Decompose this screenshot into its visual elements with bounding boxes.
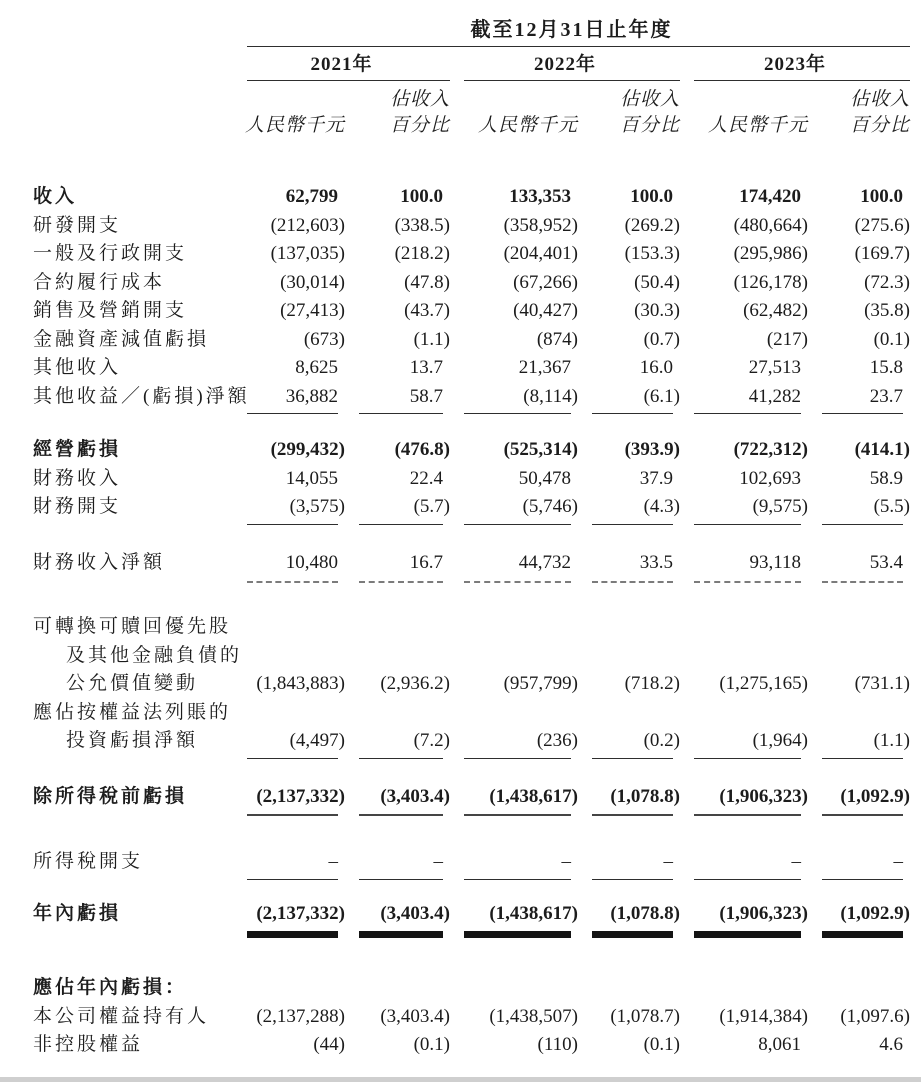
value-cell: (275.6) (854, 214, 910, 236)
year-header-2022: 2022年 (533, 53, 596, 75)
double-rule (592, 814, 673, 816)
table-row (0, 212, 921, 241)
horizontal-rule (822, 413, 903, 414)
value-cell: (2,137,288) (256, 1005, 345, 1027)
table-row (0, 493, 921, 522)
value-cell: 21,367 (518, 357, 571, 378)
horizontal-rule (694, 413, 801, 414)
period-header-rule (0, 45, 921, 47)
table-row (0, 1031, 921, 1060)
table-row (0, 354, 921, 383)
horizontal-rule (247, 80, 450, 81)
horizontal-rule (247, 879, 338, 880)
value-cell: (126,178) (733, 271, 808, 293)
dashed-rule (592, 581, 673, 583)
value-cell: (9,575) (752, 496, 808, 517)
table-row (0, 613, 921, 642)
column-subheader: 佔收入 (619, 89, 680, 110)
period-title: 截至12月31日止年度 (470, 19, 673, 41)
value-cell: (62,482) (743, 300, 808, 321)
value-cell: (2,137,332) (256, 785, 345, 807)
value-cell: (110) (537, 1034, 578, 1055)
dashed-rule (694, 581, 801, 583)
horizontal-rule (822, 879, 903, 880)
value-cell: (1,438,617) (489, 902, 578, 924)
section-rule (0, 756, 921, 759)
value-cell: (1,964) (752, 730, 808, 751)
column-subheader: 百分比 (619, 115, 680, 136)
table-row (0, 699, 921, 728)
value-cell: (3,575) (289, 496, 345, 517)
value-cell: (5.5) (873, 496, 910, 517)
value-cell: 8,061 (758, 1034, 801, 1055)
horizontal-rule (464, 524, 571, 525)
value-cell: (0.2) (643, 730, 680, 751)
value-cell: 174,420 (739, 186, 801, 207)
page-bottom-edge-line (0, 1077, 921, 1082)
value-cell: 53.4 (869, 551, 903, 573)
row-label: 年內虧損 (33, 902, 122, 924)
value-cell: (269.2) (624, 214, 680, 236)
value-cell: (957,799) (503, 673, 578, 694)
horizontal-rule (464, 879, 571, 880)
table-row (0, 240, 921, 269)
row-label: 經營虧損 (33, 439, 122, 460)
table-row (0, 783, 921, 812)
value-cell: 44,732 (518, 551, 571, 573)
value-cell: 33.5 (639, 551, 673, 573)
value-cell: (1,843,883) (256, 673, 345, 694)
value-cell: (27,413) (280, 300, 345, 321)
row-label: 財務收入淨額 (33, 551, 166, 573)
horizontal-rule (592, 758, 673, 759)
value-cell: 15.8 (869, 357, 903, 378)
value-cell: (0.1) (873, 328, 910, 350)
value-cell: 13.7 (409, 357, 443, 378)
value-cell: (6.1) (643, 385, 680, 407)
row-label: 本公司權益持有人 (33, 1005, 210, 1027)
period-header-row (0, 16, 921, 45)
value-cell: (2,137,332) (256, 902, 345, 924)
column-subheader: 百分比 (389, 115, 450, 136)
double-rule (464, 814, 571, 816)
value-cell: (30,014) (280, 271, 345, 293)
value-cell: 27,513 (748, 357, 801, 378)
row-label: 可轉換可贖回優先股 (33, 616, 232, 637)
year-header-row (0, 51, 921, 80)
value-cell: 4.6 (879, 1034, 903, 1055)
value-cell: (2,936.2) (380, 673, 450, 694)
value-cell: (731.1) (854, 673, 910, 694)
horizontal-rule (247, 46, 910, 47)
table-row (0, 1003, 921, 1032)
total-double-rule (464, 931, 571, 938)
total-double-rule (592, 931, 673, 938)
double-rule (247, 814, 338, 816)
column-subheader: 人民幣千元 (707, 115, 808, 136)
value-cell: (50.4) (634, 271, 680, 293)
dashed-rule (822, 581, 903, 583)
value-cell: (1.1) (413, 328, 450, 350)
row-label: 其他收入 (33, 357, 122, 378)
row-label: 投資虧損淨額 (66, 730, 199, 751)
value-cell: 100.0 (400, 186, 443, 207)
value-cell: (44) (313, 1034, 345, 1055)
table-row (0, 183, 921, 212)
horizontal-rule (359, 879, 443, 880)
double-rule (694, 814, 801, 816)
value-cell: (236) (536, 730, 578, 751)
row-label: 應佔年內虧損： (33, 977, 188, 998)
section-rule (0, 411, 921, 414)
dashed-rule (247, 581, 338, 583)
value-cell: (393.9) (624, 439, 680, 460)
value-cell: 58.7 (409, 385, 443, 407)
column-subheader: 佔收入 (849, 89, 910, 110)
value-cell: 37.9 (639, 467, 673, 489)
row-label: 非控股權益 (33, 1034, 144, 1055)
row-label: 研發開支 (33, 214, 122, 236)
column-subheader: 百分比 (849, 115, 910, 136)
value-cell: (1,078.8) (610, 902, 680, 924)
row-label: 及其他金融負債的 (66, 644, 243, 666)
value-cell: (3,403.4) (380, 1005, 450, 1027)
value-cell: (4.3) (643, 496, 680, 517)
year-header-2021: 2021年 (310, 53, 373, 75)
row-label: 所得稅開支 (33, 851, 144, 872)
horizontal-rule (694, 80, 910, 81)
section-rule-total (0, 928, 921, 938)
horizontal-rule (694, 524, 801, 525)
value-cell: 16.7 (409, 551, 443, 573)
value-cell: (3,403.4) (380, 785, 450, 807)
subheader-row-1 (0, 87, 921, 113)
year-header-rules (0, 79, 921, 81)
value-cell: (218.2) (394, 243, 450, 264)
value-cell: (1,438,507) (489, 1005, 578, 1027)
value-cell: – (561, 851, 571, 872)
table-row (0, 727, 921, 756)
row-label: 金融資產減值虧損 (33, 328, 210, 350)
horizontal-rule (592, 879, 673, 880)
value-cell: (30.3) (634, 300, 680, 321)
value-cell: (1.1) (873, 730, 910, 751)
value-cell: (718.2) (624, 673, 680, 694)
value-cell: (153.3) (624, 243, 680, 264)
table-row (0, 549, 921, 578)
value-cell: (295,986) (733, 243, 808, 264)
value-cell: (1,092.9) (840, 902, 910, 924)
value-cell: (137,035) (270, 243, 345, 264)
table-row (0, 900, 921, 929)
value-cell: (3,403.4) (380, 902, 450, 924)
value-cell: (1,906,323) (719, 785, 808, 807)
value-cell: (47.8) (404, 271, 450, 293)
double-rule (822, 814, 903, 816)
value-cell: (338.5) (394, 214, 450, 236)
value-cell: (1,906,323) (719, 902, 808, 924)
horizontal-rule (247, 413, 338, 414)
column-subheader: 佔收入 (389, 89, 450, 110)
value-cell: (0.7) (643, 328, 680, 350)
value-cell: (480,664) (733, 214, 808, 236)
value-cell: (0.1) (643, 1034, 680, 1055)
value-cell: – (663, 851, 673, 872)
section-rule-double (0, 811, 921, 816)
value-cell: 58.9 (869, 467, 903, 489)
value-cell: (1,078.8) (610, 785, 680, 807)
value-cell: (5.7) (413, 496, 450, 517)
horizontal-rule (247, 758, 338, 759)
value-cell: 133,353 (509, 186, 571, 207)
table-row (0, 974, 921, 1003)
value-cell: (0.1) (413, 1034, 450, 1055)
value-cell: (525,314) (503, 439, 578, 460)
value-cell: 10,480 (285, 551, 338, 573)
column-subheader: 人民幣千元 (477, 115, 578, 136)
row-label: 公允價值變動 (66, 673, 199, 694)
value-cell: – (893, 851, 903, 872)
row-label: 收入 (33, 186, 78, 207)
value-cell: (35.8) (864, 300, 910, 321)
value-cell: (67,266) (513, 271, 578, 293)
value-cell: (476.8) (394, 439, 450, 460)
total-double-rule (247, 931, 338, 938)
dashed-rule (464, 581, 571, 583)
horizontal-rule (464, 80, 680, 81)
horizontal-rule (694, 879, 801, 880)
value-cell: (43.7) (404, 300, 450, 321)
row-label: 一般及行政開支 (33, 243, 188, 264)
value-cell: (1,914,384) (719, 1005, 808, 1027)
value-cell: 41,282 (748, 385, 801, 407)
value-cell: 102,693 (739, 467, 801, 489)
value-cell: (72.3) (864, 271, 910, 293)
value-cell: (40,427) (513, 300, 578, 321)
value-cell: (7.2) (413, 730, 450, 751)
value-cell: 62,799 (285, 186, 338, 207)
row-label: 除所得稅前虧損 (33, 785, 188, 807)
value-cell: (4,497) (289, 730, 345, 751)
value-cell: (673) (303, 328, 345, 350)
table-row (0, 383, 921, 412)
horizontal-rule (822, 758, 903, 759)
value-cell: 22.4 (409, 467, 443, 489)
horizontal-rule (694, 758, 801, 759)
row-label: 銷售及營銷開支 (33, 300, 188, 321)
column-subheader: 人民幣千元 (244, 115, 345, 136)
horizontal-rule (359, 413, 443, 414)
horizontal-rule (822, 524, 903, 525)
double-rule (359, 814, 443, 816)
value-cell: 16.0 (639, 357, 673, 378)
value-cell: (217) (766, 328, 808, 350)
table-row (0, 642, 921, 671)
row-label: 應佔按權益法列賬的 (33, 701, 232, 723)
table-row (0, 670, 921, 699)
horizontal-rule (359, 758, 443, 759)
section-rule (0, 877, 921, 880)
total-double-rule (694, 931, 801, 938)
value-cell: (204,401) (503, 243, 578, 264)
value-cell: (299,432) (270, 439, 345, 460)
row-label: 合約履行成本 (33, 271, 166, 293)
value-cell: – (791, 851, 801, 872)
table-row (0, 326, 921, 355)
value-cell: (414.1) (854, 439, 910, 460)
value-cell: (1,078.7) (610, 1005, 680, 1027)
value-cell: (8,114) (523, 385, 578, 407)
value-cell: (1,097.6) (840, 1005, 910, 1027)
row-label: 財務開支 (33, 496, 122, 517)
value-cell: 8,625 (295, 357, 338, 378)
value-cell: 36,882 (285, 385, 338, 407)
value-cell: 100.0 (630, 186, 673, 207)
horizontal-rule (592, 413, 673, 414)
table-row (0, 269, 921, 298)
horizontal-rule (247, 524, 338, 525)
value-cell: (358,952) (503, 214, 578, 236)
table-row (0, 465, 921, 494)
table-row (0, 297, 921, 326)
value-cell: 100.0 (860, 186, 903, 207)
horizontal-rule (464, 758, 571, 759)
horizontal-rule (592, 524, 673, 525)
value-cell: – (433, 851, 443, 872)
year-header-2023: 2023年 (763, 53, 826, 75)
table-row (0, 436, 921, 465)
horizontal-rule (464, 413, 571, 414)
value-cell: (169.7) (854, 243, 910, 264)
row-label: 其他收益／(虧損)淨額 (33, 385, 250, 407)
value-cell: (1,092.9) (840, 785, 910, 807)
horizontal-rule (359, 524, 443, 525)
value-cell: 14,055 (285, 467, 338, 489)
section-rule (0, 522, 921, 525)
table-row (0, 848, 921, 877)
value-cell: (722,312) (733, 439, 808, 460)
value-cell: (874) (536, 328, 578, 350)
value-cell: 93,118 (749, 551, 801, 573)
value-cell: 23.7 (869, 385, 903, 407)
value-cell: (1,275,165) (719, 673, 808, 694)
total-double-rule (359, 931, 443, 938)
total-double-rule (822, 931, 903, 938)
subheader-row-2 (0, 113, 921, 139)
row-label: 財務收入 (33, 467, 122, 489)
value-cell: (1,438,617) (489, 785, 578, 807)
value-cell: 50,478 (518, 467, 571, 489)
value-cell: (5,746) (522, 496, 578, 517)
value-cell: – (328, 851, 338, 872)
section-rule-dashed (0, 577, 921, 583)
value-cell: (212,603) (270, 214, 345, 236)
dashed-rule (359, 581, 443, 583)
